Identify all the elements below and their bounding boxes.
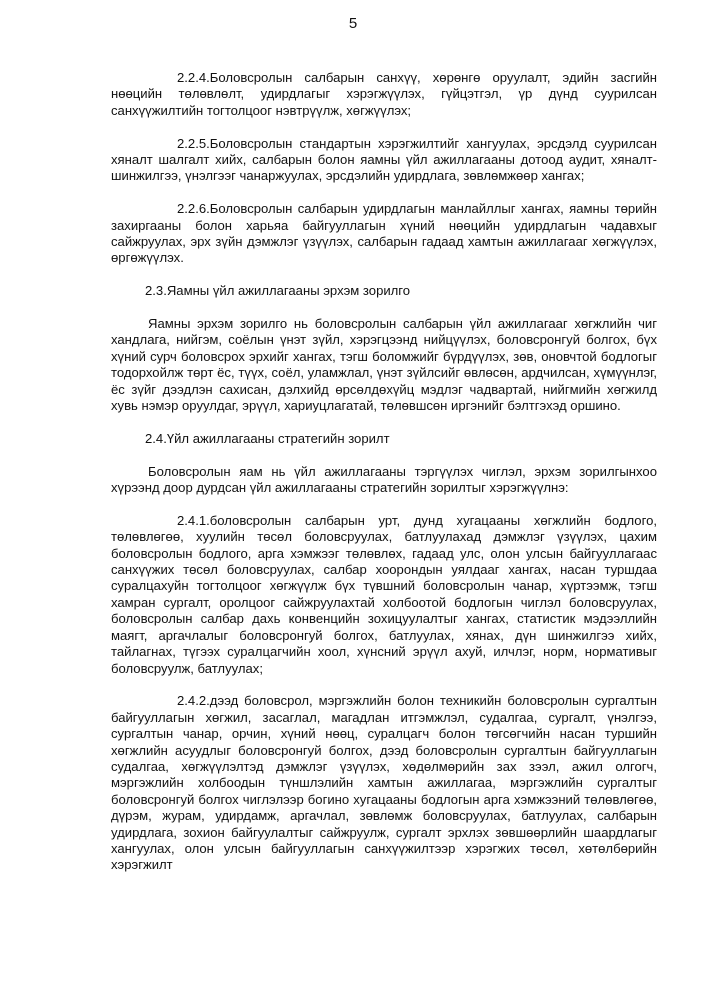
item-2-4-2: 2.4.2.дээд боловсрол, мэргэжлийн болон техникийн боловсролын сургалтын байгууллагын хөгжил, засаглал, магадлан итгэмжлэл, судалгаа, сургалт, үнэлгээ, сургалтын чанар, орчин, хүний нөөц, суралцагч болон төгсөгчийн насан туршийн хөгжлийн асуудлыг боловсронгуй болгох, дээд боловсролын сургалтын байгууллагын судалгаа, хөгжүүлэлтэд дэмжлэг үзүүлэх, хөдөлмөрийн зах зээл, ажил олгогч, мэргэжлийн холбоодын түншлэлийн хамтын ажиллагаа, мэргэжлийн сургалтыг боловсронгуй болгох чиглэлээр богино хугацааны бодлогын арга хэмжээний төлөвлөгөө, дүрэм, журам, удирдамж, аргачлал, зөвлөмж боловсруулах, батлуулах, салбарын удирдлага, зохион байгуулалтыг сайжруулж, сургалт эрхлэх зөвшөөрлийн шаардлагыг хангуулах, олон улсын байгууллагын санхүүжилтээр хэрэгжих төсөл, хөтөлбөрийн хэрэгжилт — [111, 693, 657, 873]
mission-paragraph: Яамны эрхэм зорилго нь боловсролын салбарын үйл ажиллагааг хөгжлийн чиг хандлага, нийгэм, соёлын үнэт зүйл, хэрэгцээнд нийцүүлэх, боловсронгуй болгох, бүх хүний сурч боловсрох эрхийг хангах, тэгш боломжийг бүрдүүлэх, зөв, оновчтой бодлогыг тодорхойлж төрт ёс, түүх, соёл, уламжлал, үнэт зүйлсийг өвлөсөн, ардчилсан, хүмүүнлэг, ёс зүйг дээдлэн сахисан, дэлхийд өрсөлдөхүйц мэдлэг чадвартай, нийгмийн хөгжилд хувь нэмэр оруулдаг, эрүүл, хариуцлагатай, төлөвшсөн иргэнийг бэлтгэхэд оршино. — [111, 316, 657, 414]
item-2-2-5: 2.2.5.Боловсролын стандартын хэрэгжилтийг хангуулах, эрсдэлд суурилсан хяналт шалгалт хийх, салбарын болон яамны үйл ажиллагааны дотоод аудит, хяналт-шинжилгээ, үнэлгээг чанаржуулах, эрсдэлийн удирдлага, зөвлөмжөөр хангах; — [111, 135, 657, 184]
item-2-2-4: 2.2.4.Боловсролын салбарын санхүү, хөрөнгө оруулалт, эдийн засгийн нөөцийн төлөвлөлт, удирдлагыг хэрэгжүүлэх, гүйцэтгэл, үр дүнд суурилсан санхүүжилтийн тогтолцоог нэвтрүүлж, хөгжүүлэх; — [111, 70, 657, 118]
item-2-2-6: 2.2.6.Боловсролын салбарын удирдлагын манлайллыг хангах, яамны төрийн захиргааны болон харьяа байгууллагын хүний нөөцийн удирдлагын чадавхыг сайжруулах, эрх зүйн дэмжлэг үзүүлэх, салбарын гадаад хамтын ажиллагааг хөгжүүлэх, өргөжүүлэх. — [111, 201, 657, 266]
document-body — [111, 70, 657, 890]
strategic-intro-paragraph: Боловсролын яам нь үйл ажиллагааны тэргүүлэх чиглэл, эрхэм зорилгынхоо хүрээнд доор дурдсан үйл ажиллагааны стратегийн зорилтыг хэрэгжүүлнэ: — [111, 463, 657, 496]
page-number: 5 — [348, 15, 358, 32]
item-2-4-1: 2.4.1.боловсролын салбарын урт, дунд хугацааны хөгжлийн бодлого, төлөвлөгөө, хуулийн төсөл боловсруулах, батлуулахад дэмжлэг үзүүлэх, цахим боловсролын бодлого, арга хэмжээг төлөвлөх, гадаад улс, олон улсын байгууллагаас санхүүжих төсөл боловсруулах, салбар хоорондын уялдааг хангах, насан туршдаа суралцахуйн тогтолцоог хөгжүүлж бүх түвшний боловсролын чанар, хүртээмж, тэгш хамран сургалт, оролцоог сайжруулахтай холбоотой бодлогын чиглэл боловсруулах, боловсролын салбар дахь конвенцийн зохицуулалтыг хангах, статистик мэдээллийн маягт, аргачлалыг боловсронгуй болгох, батлуулах, хянах, дүн шинжилгээ хийх, тайлагнах, түгээх суралцагчийн хоол, хүнсний эрүүл ахуй, илчлэг, норм, нормативыг боловсруулж, батлуулах; — [111, 512, 657, 676]
heading-2-3-mission: 2.3.Яамны үйл ажиллагааны эрхэм зорилго — [145, 283, 411, 299]
heading-2-4-strategic-objectives: 2.4.Үйл ажиллагааны стратегийн зорилт — [145, 430, 390, 446]
